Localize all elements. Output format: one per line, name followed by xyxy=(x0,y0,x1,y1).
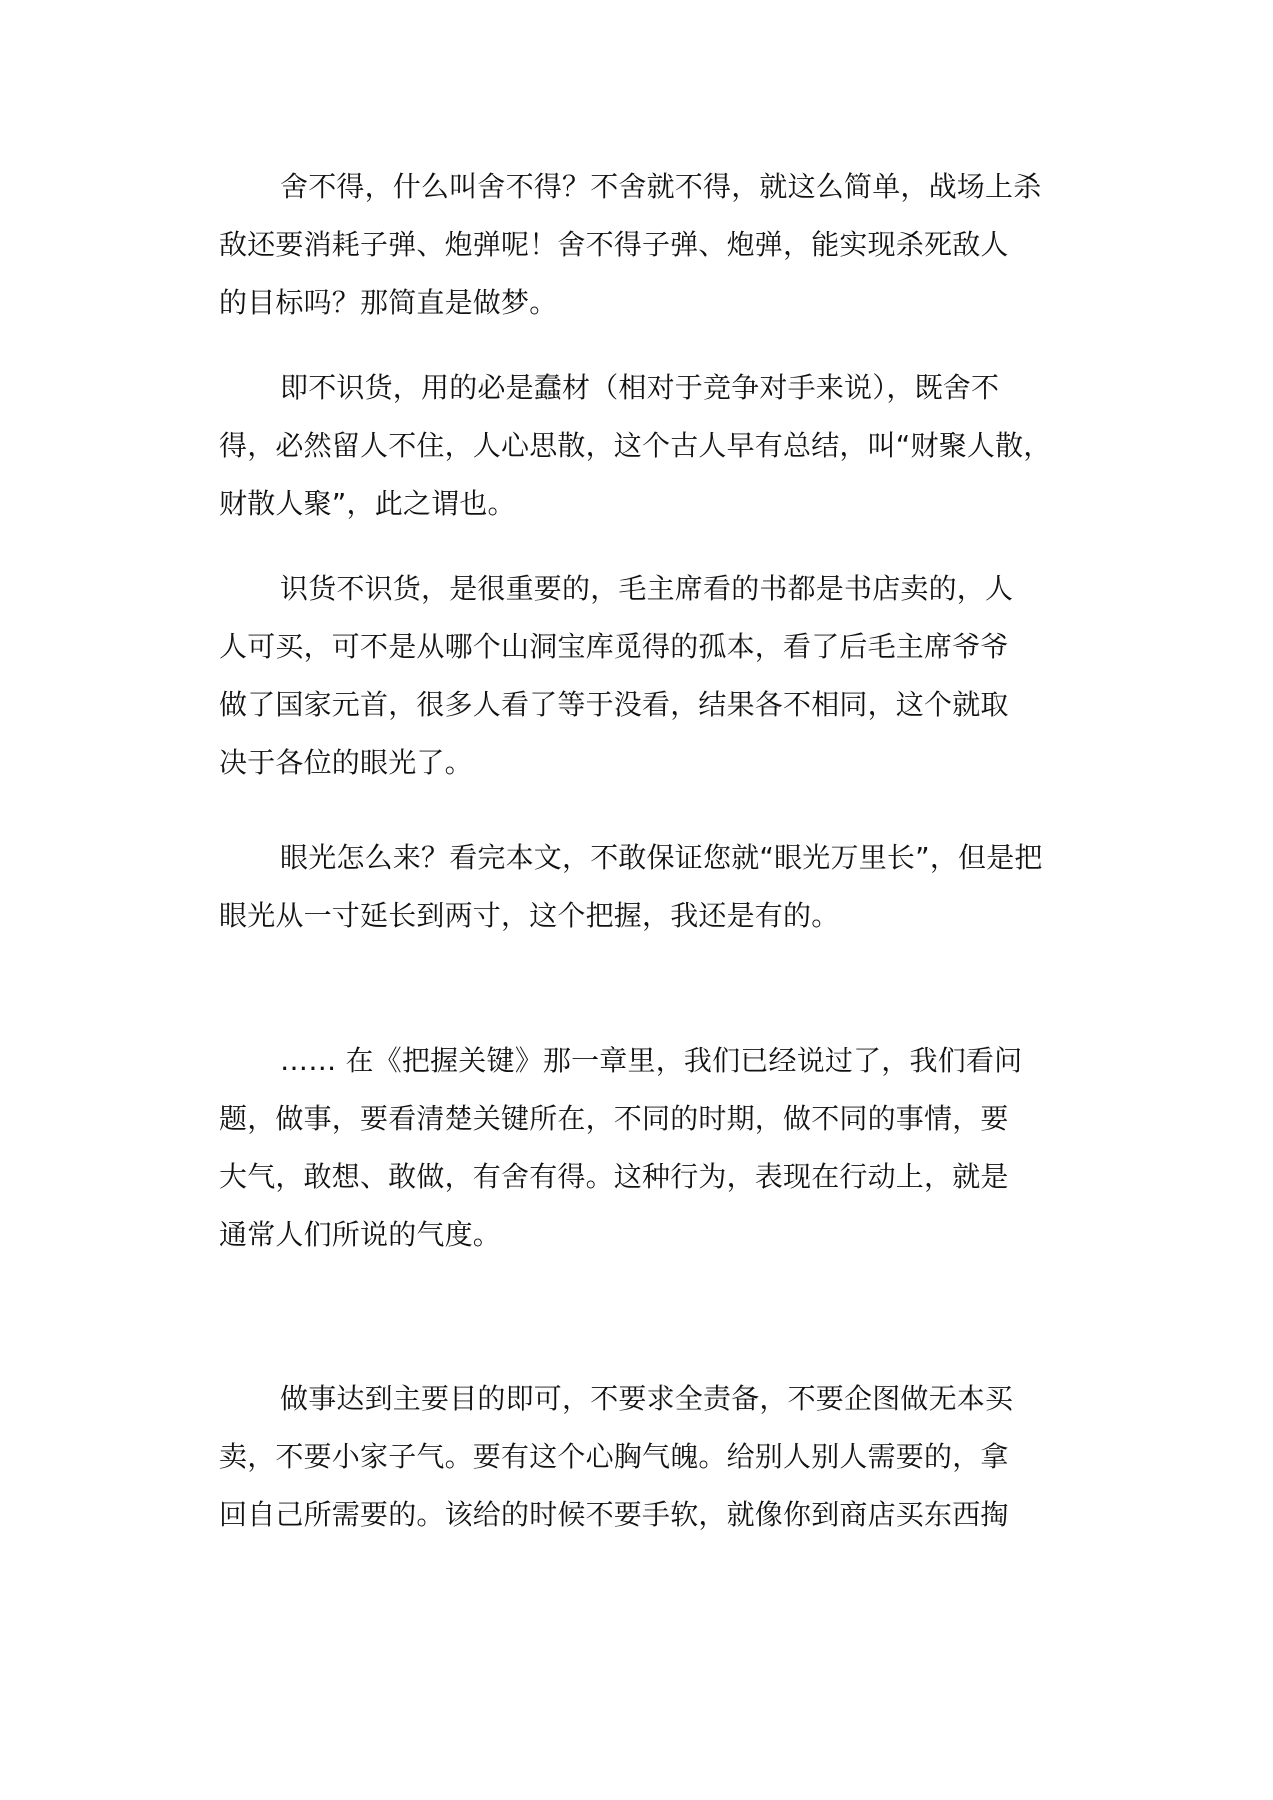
paragraph-line: 得，必然留人不住，人心思散，这个古人早有总结，叫“财聚人散， xyxy=(219,429,1052,462)
paragraph-line: 通常人们所说的气度。 xyxy=(219,1218,502,1251)
paragraph-line: 做事达到主要目的即可，不要求全责备，不要企图做无本买 xyxy=(280,1382,1014,1415)
paragraph-line: 卖，不要小家子气。要有这个心胸气魄。给别人别人需要的，拿 xyxy=(219,1440,1009,1473)
paragraph-line: 舍不得，什么叫舍不得？不舍就不得，就这么简单，战场上杀 xyxy=(280,170,1042,203)
paragraph-line: 决于各位的眼光了。 xyxy=(219,746,473,779)
paragraph-line: 大气，敢想、敢做，有舍有得。这种行为，表现在行动上，就是 xyxy=(219,1160,1009,1193)
paragraph-line: 回自己所需要的。该给的时候不要手软，就像你到商店买东西掏 xyxy=(219,1498,1009,1531)
paragraph-line: 人可买，可不是从哪个山洞宝库觅得的孤本，看了后毛主席爷爷 xyxy=(219,630,1009,663)
paragraph-line: 识货不识货，是很重要的，毛主席看的书都是书店卖的，人 xyxy=(280,572,1014,605)
paragraph-line: 做了国家元首，很多人看了等于没看，结果各不相同，这个就取 xyxy=(219,688,1009,721)
paragraph-line: 即不识货，用的必是蠢材（相对于竞争对手来说），既舍不 xyxy=(280,371,1000,404)
paragraph-line: 题，做事，要看清楚关键所在，不同的时期，做不同的事情，要 xyxy=(219,1102,1009,1135)
paragraph-line: 财散人聚”，此之谓也。 xyxy=(219,487,516,520)
paragraph-line: …… 在《把握关键》那一章里，我们已经说过了，我们看问 xyxy=(280,1044,1023,1077)
paragraph-line: 眼光怎么来？看完本文，不敢保证您就“眼光万里长”，但是把 xyxy=(280,841,1043,874)
paragraph-line: 的目标吗？那简直是做梦。 xyxy=(219,286,558,319)
paragraph-line: 敌还要消耗子弹、炮弹呢！舍不得子弹、炮弹，能实现杀死敌人 xyxy=(219,228,1009,261)
paragraph-line: 眼光从一寸延长到两寸，这个把握，我还是有的。 xyxy=(219,899,840,932)
